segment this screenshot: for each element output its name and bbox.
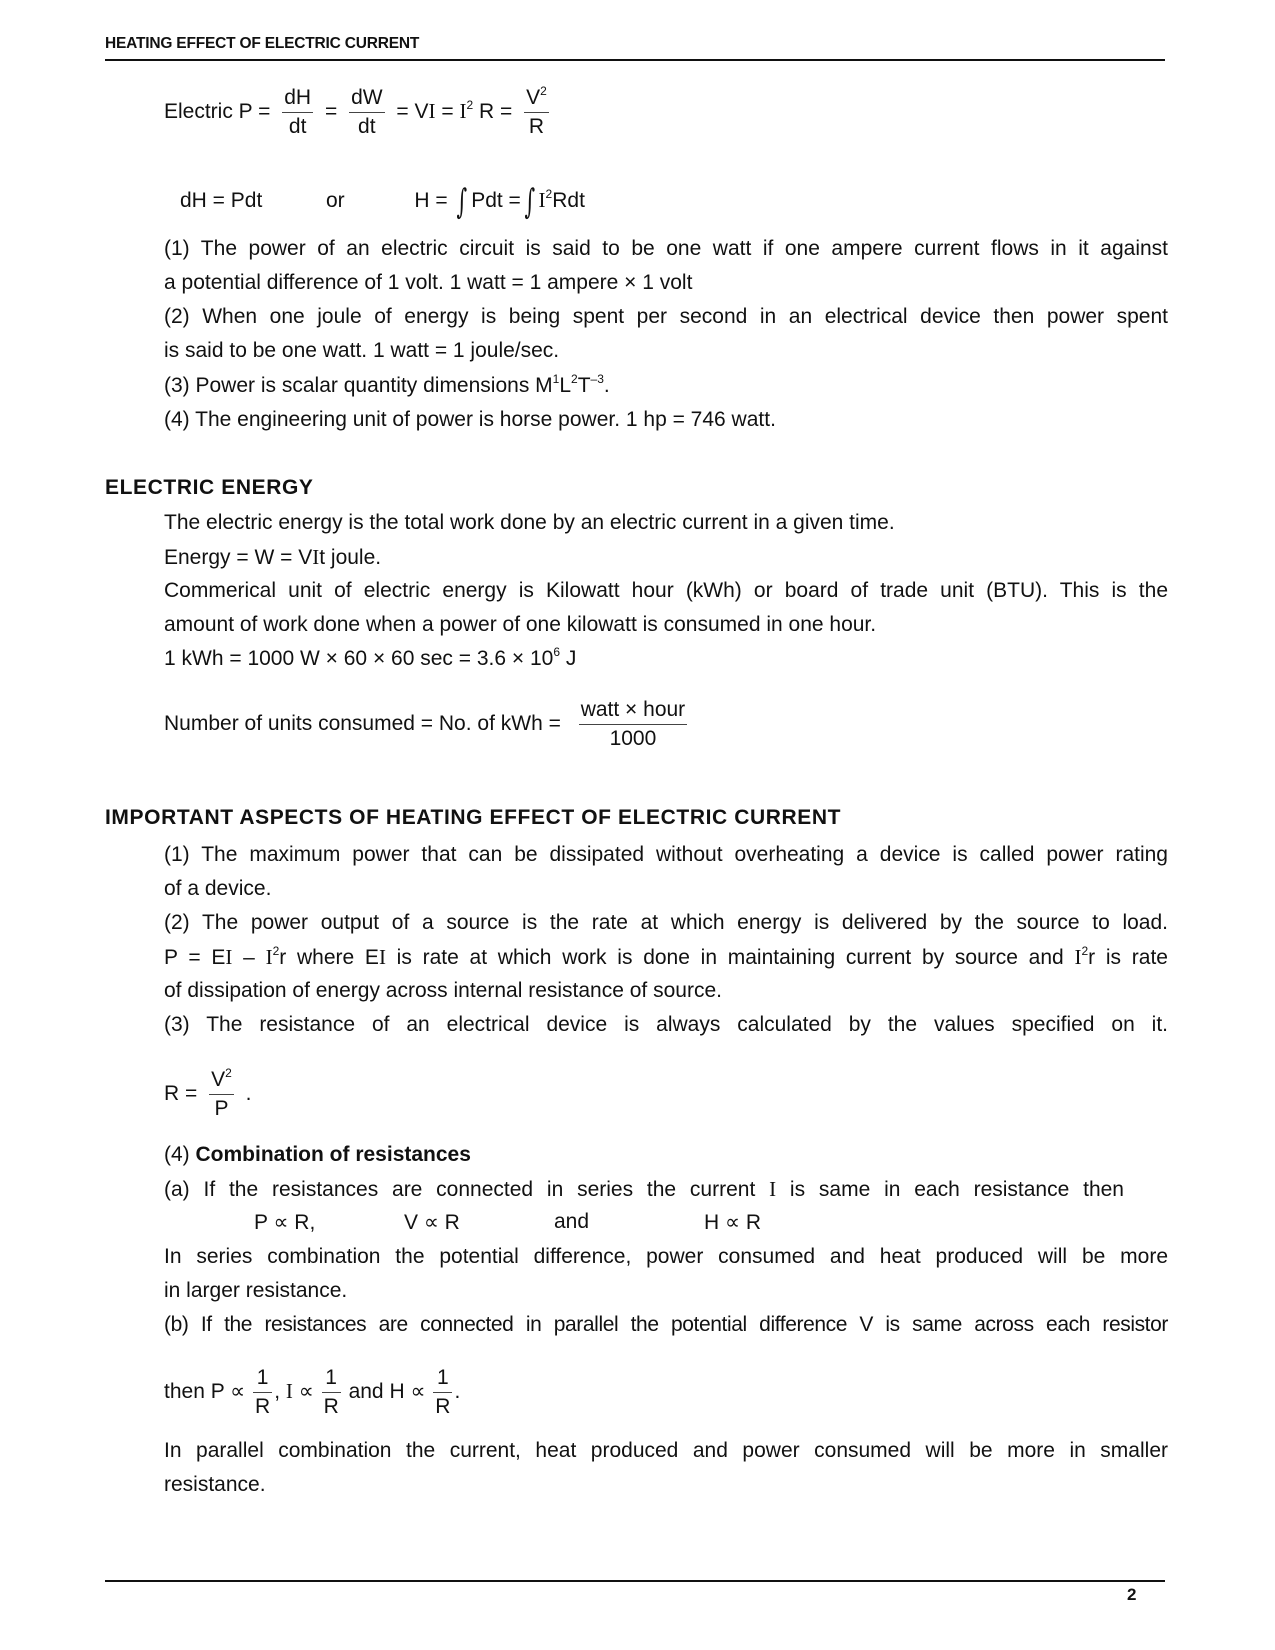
integral-sign: ∫ bbox=[457, 182, 468, 222]
series-conclusion-line-2: in larger resistance. bbox=[164, 1279, 348, 1302]
energy-commercial-unit-line-2: amount of work done when a power of one kilowatt is consumed in one hour. bbox=[164, 613, 877, 636]
series-intro: (a) If the resistances are connected in series the current I is same in each resistance then bbox=[164, 1177, 1124, 1201]
page-number: 2 bbox=[1127, 1585, 1137, 1604]
aspect-1-line-2: of a device. bbox=[164, 877, 272, 900]
aspect-3-line-1: (3) The resistance of an electrical device is always calculated by the values specified on it. bbox=[164, 1013, 1168, 1036]
aspect-4-heading: (4) Combination of resistances bbox=[164, 1143, 471, 1166]
parallel-conclusion-line-1: In parallel combination the current, heat produced and power consumed will be more in smaller bbox=[164, 1439, 1168, 1462]
energy-formula: Energy = W = VIt joule. bbox=[164, 545, 382, 569]
fraction-v2-r: $\frac{V^2}{R}$ bbox=[526, 84, 547, 138]
equation-heat: dH = Pdt or H = ∫ Pdt = ∫ $I^2Rdt$ bbox=[180, 182, 585, 222]
kwh-conversion: 1 kWh = 1000 W × 60 × 60 $\sec = 3.6 \times 10^6$ J bbox=[164, 645, 577, 670]
parallel-relations: then P ∝ $\frac{1}{R}$ , I ∝ $\frac{1}{R}$ and H ∝ $\frac{1}{R}$ . bbox=[164, 1366, 461, 1418]
fraction-dh-dt: $\frac{dH}{dt}$ bbox=[284, 86, 312, 138]
fraction-dw-dt: $\frac{dW}{dt}$ bbox=[351, 86, 383, 138]
units-consumed-equation: Number of units consumed = No. of kWh = $\frac{\text{watt × hour}}{1000}$ bbox=[164, 698, 686, 750]
aspect-2-line-1: (2) The power output of a source is the rate at which energy is delivered by the source to load. bbox=[164, 911, 1168, 934]
aspect-1-line-1: (1) The maximum power that can be dissipated without overheating a device is called power rating bbox=[164, 843, 1168, 866]
heading-electric-energy: ELECTRIC ENERGY bbox=[105, 476, 314, 499]
power-point-4: (4) The engineering unit of power is horse power. 1 hp = 746 watt. bbox=[164, 408, 776, 431]
power-point-1-line-2: a potential difference of 1 volt. 1 watt = 1 ampere × 1 volt bbox=[164, 271, 693, 294]
energy-commercial-unit-line-1: Commerical unit of electric energy is Kilowatt hour (kWh) or board of trade unit (BTU). This is the bbox=[164, 579, 1168, 602]
header-rule bbox=[105, 59, 1165, 61]
power-point-3: (3) Power is scalar quantity dimensions $M^1L^2T^{-3}$. bbox=[164, 372, 610, 397]
resistance-equation: R = $\frac{V^2}{P}$ . bbox=[164, 1066, 252, 1120]
running-header: HEATING EFFECT OF ELECTRIC CURRENT bbox=[105, 35, 420, 52]
power-point-2-line-2: is said to be one watt. 1 watt = 1 joule/sec. bbox=[164, 339, 560, 362]
power-point-2-line-1: (2) When one joule of energy is being spent per second in an electrical device then power spent bbox=[164, 305, 1168, 328]
equation-electric-power: Electric P = $\frac{dH}{dt}$ = $\frac{dW}{dt}$ = VI = $I^2$ R = $\frac{V^2}{R}$ bbox=[164, 84, 555, 141]
parallel-conclusion-line-2: resistance. bbox=[164, 1473, 266, 1496]
energy-definition: The electric energy is the total work done by an electric current in a given time. bbox=[164, 511, 895, 534]
series-conclusion-line-1: In series combination the potential difference, power consumed and heat produced will be more bbox=[164, 1245, 1168, 1268]
aspect-2-line-2: P = EI – $I^2r$ where EI is rate at which work is done in maintaining current by source and $I^2r$ is rate bbox=[164, 944, 1168, 969]
heading-important-aspects: IMPORTANT ASPECTS OF HEATING EFFECT OF ELECTRIC CURRENT bbox=[105, 806, 842, 829]
footer-rule bbox=[105, 1580, 1165, 1582]
parallel-intro: (b) If the resistances are connected in parallel the potential difference V is same across each resistor bbox=[164, 1313, 1168, 1336]
aspect-2-line-3: of dissipation of energy across internal resistance of source. bbox=[164, 979, 722, 1002]
power-point-1-line-1: (1) The power of an electric circuit is said to be one watt if one ampere current flows in it against bbox=[164, 237, 1168, 260]
